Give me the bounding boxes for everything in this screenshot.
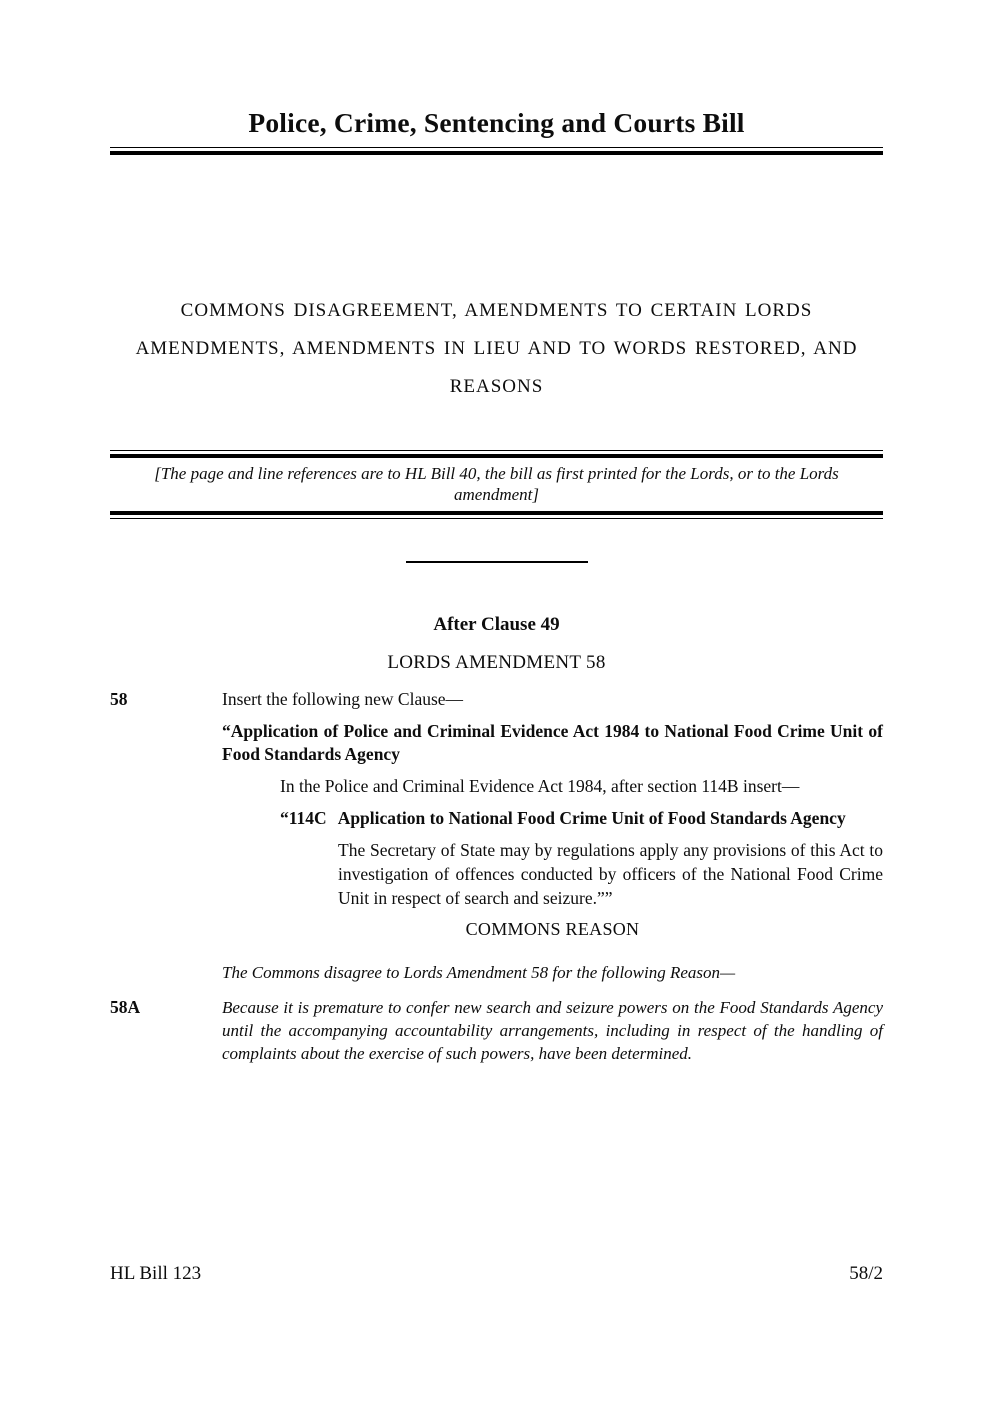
- sheet-number: 58/2: [849, 1263, 883, 1284]
- reference-note-box: [110, 450, 883, 519]
- title-double-rule: [110, 147, 883, 155]
- reason-text: Because it is premature to confer new search and seizure powers on the Food Standards Agency until the accompanying accountability arrangements, including in respect of the handling of complaints about the exercise of such powers, have been determined.: [222, 998, 883, 1063]
- new-clause-title: “Application of Police and Criminal Evidence Act 1984 to National Food Crime Unit of Food Standards Agency: [222, 721, 883, 764]
- commons-reason-preamble: The Commons disagree to Lords Amendment 58 for the following Reason—: [222, 963, 736, 982]
- amendment-number: 58: [110, 689, 128, 709]
- inserted-section-heading: [280, 807, 883, 830]
- subtitle-line: REASONS: [449, 376, 544, 397]
- reason-body: [222, 996, 883, 1065]
- page-footer: [110, 1262, 883, 1286]
- section-divider-line: [406, 561, 588, 563]
- document-subtitle: [110, 292, 883, 406]
- reference-note-text: [The page and line references are to HL Bill 40, the bill as first printed for the Lords, or to the Lords amendment]: [154, 464, 839, 504]
- amendment-body: [222, 688, 883, 984]
- page-title: Police, Crime, Sentencing and Courts Bill: [248, 107, 745, 138]
- amendment-58-item: [110, 688, 883, 984]
- commons-reason-heading: COMMONS REASON: [465, 919, 640, 939]
- inserted-section-text: The Secretary of State may by regulations apply any provisions of this Act to investigation of offences conducted by officers of the National Food Crime Unit in respect of search and seizure.””: [338, 840, 883, 908]
- bill-number: HL Bill 123: [110, 1263, 202, 1284]
- amendment-instruction: Insert the following new Clause—: [222, 689, 464, 709]
- insert-intro: In the Police and Criminal Evidence Act 1984, after section 114B insert—: [280, 776, 800, 796]
- reason-58a-item: [110, 996, 883, 1065]
- subtitle-line: AMENDMENTS, AMENDMENTS IN LIEU AND TO WORDS RESTORED, AND: [135, 338, 858, 359]
- reason-number: 58A: [110, 997, 141, 1017]
- reference-note-top-rule: [110, 450, 883, 458]
- inserted-section-number: “114C: [280, 808, 327, 828]
- subtitle-line: COMMONS DISAGREEMENT, AMENDMENTS TO CERTAIN LORDS: [180, 300, 813, 321]
- lords-amendment-heading: LORDS AMENDMENT 58: [387, 652, 606, 673]
- reference-note-bottom-rule: [110, 511, 883, 519]
- inserted-section-title: Application to National Food Crime Unit of Food Standards Agency: [337, 808, 846, 828]
- clause-place-heading: After Clause 49: [433, 614, 560, 635]
